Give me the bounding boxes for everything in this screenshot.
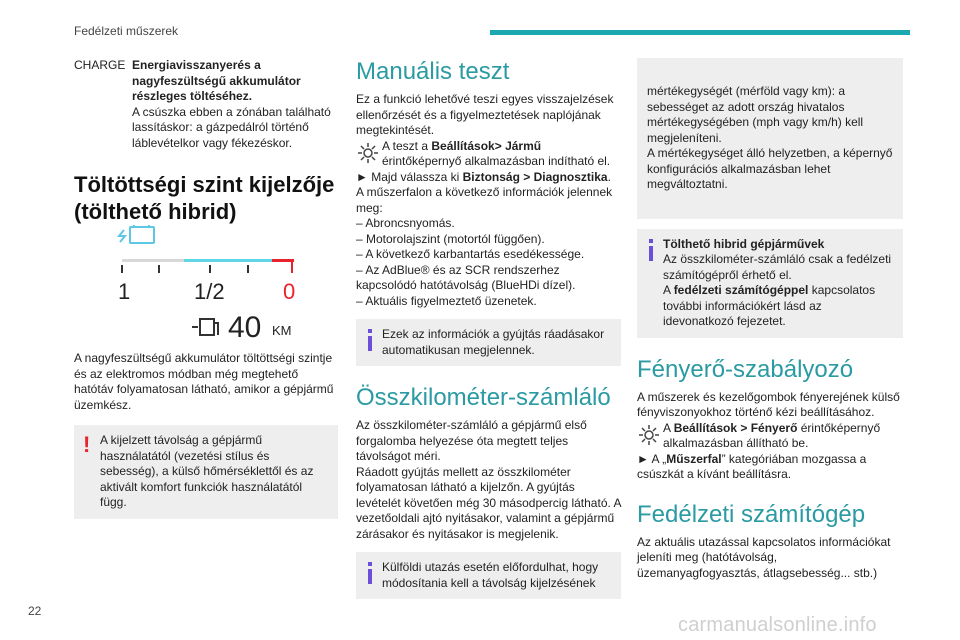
list-item: – Motorolajszint (motortól függően). [356, 231, 545, 246]
list-item: – Abroncsnyomás. [356, 216, 455, 230]
info-note-1 [356, 319, 621, 366]
settings-gear-icon [637, 423, 661, 447]
manual-step-1 [356, 139, 621, 170]
odometer-text-2: Ráadott gyújtás mellett az összkilométer folyamatosan látható a kijelzőn. A gyújtás levételét követően még 30 másodpercig látható. A vezetőoldali ajtó nyitásakor, valamint a gépjármű zárásakor és nyitásakor is megjelenik. [356, 464, 621, 541]
list-item: – A következő karbantartás esedékessége. [356, 247, 585, 261]
warning-note [74, 425, 338, 519]
gauge-label-1: 1 [118, 279, 131, 304]
watermark: carmanualsonline.info [678, 614, 877, 636]
gauge-low-zone [272, 259, 294, 262]
bright1-a: A [663, 420, 674, 435]
info-icon [365, 329, 379, 351]
column-left [74, 58, 338, 519]
charge-level-display [74, 225, 338, 343]
info-note-2 [356, 552, 621, 599]
manual-list-intro: A műszerfalon a következő információk jelennek meg: [356, 185, 613, 215]
brightness-step-2 [637, 452, 903, 483]
electric-range-icon [192, 319, 218, 335]
range-value: 40 [228, 311, 262, 344]
settings-gear-icon [356, 141, 380, 165]
hybrid-2a: A [663, 283, 674, 297]
bright1-c: érintőképernyő alkalmazásban állítható be. [663, 420, 881, 450]
hybrid-text-1: Az összkilométer-számláló csak a fedélzeti számítógépről érhető el. [663, 252, 892, 282]
running-header: Fedélzeti műszerek [74, 24, 179, 38]
bright2-b: Műszerfal [666, 451, 722, 466]
hybrid-text-2 [663, 283, 893, 330]
charge-definition [74, 58, 338, 151]
section-heading-manual-test: Manuális teszt [356, 58, 510, 85]
hybrid-note [637, 229, 903, 338]
step2-c: . [607, 169, 611, 184]
section-heading-brightness: Fényerő-szabályozó [637, 355, 854, 383]
plug-battery-icon [119, 225, 154, 243]
hybrid-2c: kapcsolatos további információkért lásd az idevonatkozó fejezetet. [663, 283, 876, 328]
brightness-step-1 [637, 421, 903, 452]
gauge-label-0: 0 [283, 279, 296, 304]
list-item: – Az AdBlue® és az SCR rendszerhez kapcsolódó hatótávolság (BlueHDi dízel). [356, 262, 576, 292]
charge-text: A csúszka ebben a zónában található lassításkor: a gázpedálról történő láblevételkor vagy fékezéskor. [132, 104, 331, 150]
column-right [637, 58, 903, 581]
gauge-track [122, 259, 184, 262]
step2-b: Biztonság > Diagnosztika [462, 169, 608, 184]
range-unit: KM [272, 323, 292, 338]
list-item: – Aktuális figyelmeztető üzenetek. [356, 293, 537, 308]
info-icon [365, 562, 379, 584]
section-heading-charge-level: Töltöttségi szint kijelzője (tölthető hibrid) [74, 172, 335, 224]
odometer-text: Az összkilométer-számláló a gépjármű első forgalomba helyezése óta megtett teljes távolságot méri. [356, 418, 587, 463]
manual-step-2 [356, 170, 621, 186]
header-accent-bar [490, 30, 910, 35]
hybrid-2b: fedélzeti számítógéppel [673, 283, 809, 297]
page-number: 22 [28, 604, 42, 618]
warning-text: A kijelzett távolság a gépjármű használatától (vezetési stílus és sebesség), a külső hőmérséklettől és az aktivált komfort funkciók használatától függ. [100, 433, 314, 509]
warning-exclamation-icon: ! [83, 432, 91, 457]
charge-key: CHARGE [74, 58, 126, 72]
info-continued-text: mértékegységét (mérföld vagy km): a sebességet az adott ország hivatalos mértékegységében (mph vagy km/h) kell megjeleníteni. A mértékegységet álló helyzetben, a képernyő konfigurációs alkalmazásban lehet megváltoztatni. [647, 84, 893, 191]
step1-b: Beállítások> Jármű [431, 138, 542, 153]
step1-a: A teszt a [382, 138, 432, 153]
charge-level-paragraph: A nagyfeszültségű akkumulátor töltöttségi szintje és az elektromos módban még megtehető hatótáv folyamatosan látható, amikor a gépjármű üzemkész. [74, 351, 334, 412]
bright1-b: Beállítások > Fényerő [673, 420, 798, 435]
section-heading-trip-computer: Fedélzeti számítógép [637, 500, 866, 528]
trip-computer-text: Az aktuális utazással kapcsolatos információkat jeleníti meg (hatótávolság, üzemanyagfogyasztás, átlagsebesség... stb.) [637, 534, 891, 580]
bright2-c: ” kategóriában mozgassa a csúszkát a kívánt beállításra. [637, 451, 867, 481]
info-text-1: Ezek az információk a gyújtás ráadásakor automatikusan megjelennek. [382, 327, 605, 357]
section-heading-odometer: Összkilométer-számláló [356, 384, 611, 411]
step1-c: érintőképernyő alkalmazásban indítható el. [382, 154, 611, 168]
hybrid-title: Tölthető hibrid gépjárművek [663, 236, 825, 251]
manual-intro: Ez a funkció lehetővé teszi egyes visszajelzések ellenőrzését és a figyelmeztetések naplójának megtekintését. [356, 92, 614, 137]
info-text-2: Külföldi utazás esetén előfordulhat, hogy módosítania kell a távolság kijelzésének [382, 560, 599, 590]
info-icon [646, 239, 660, 261]
bright2-a: ► A „ [637, 451, 667, 466]
column-middle [356, 58, 621, 599]
step2-a: ► Majd válassza ki [356, 169, 463, 184]
brightness-intro: A műszerek és kezelőgombok fényerejének külső fényviszonyokhoz történő kézi beállításához. [637, 389, 900, 419]
gauge-label-half: 1/2 [194, 279, 225, 304]
info-note-continued [637, 58, 903, 219]
charge-title: Energiavisszanyerés a nagyfeszültségű akkumulátor részleges töltéséhez. [132, 58, 301, 103]
